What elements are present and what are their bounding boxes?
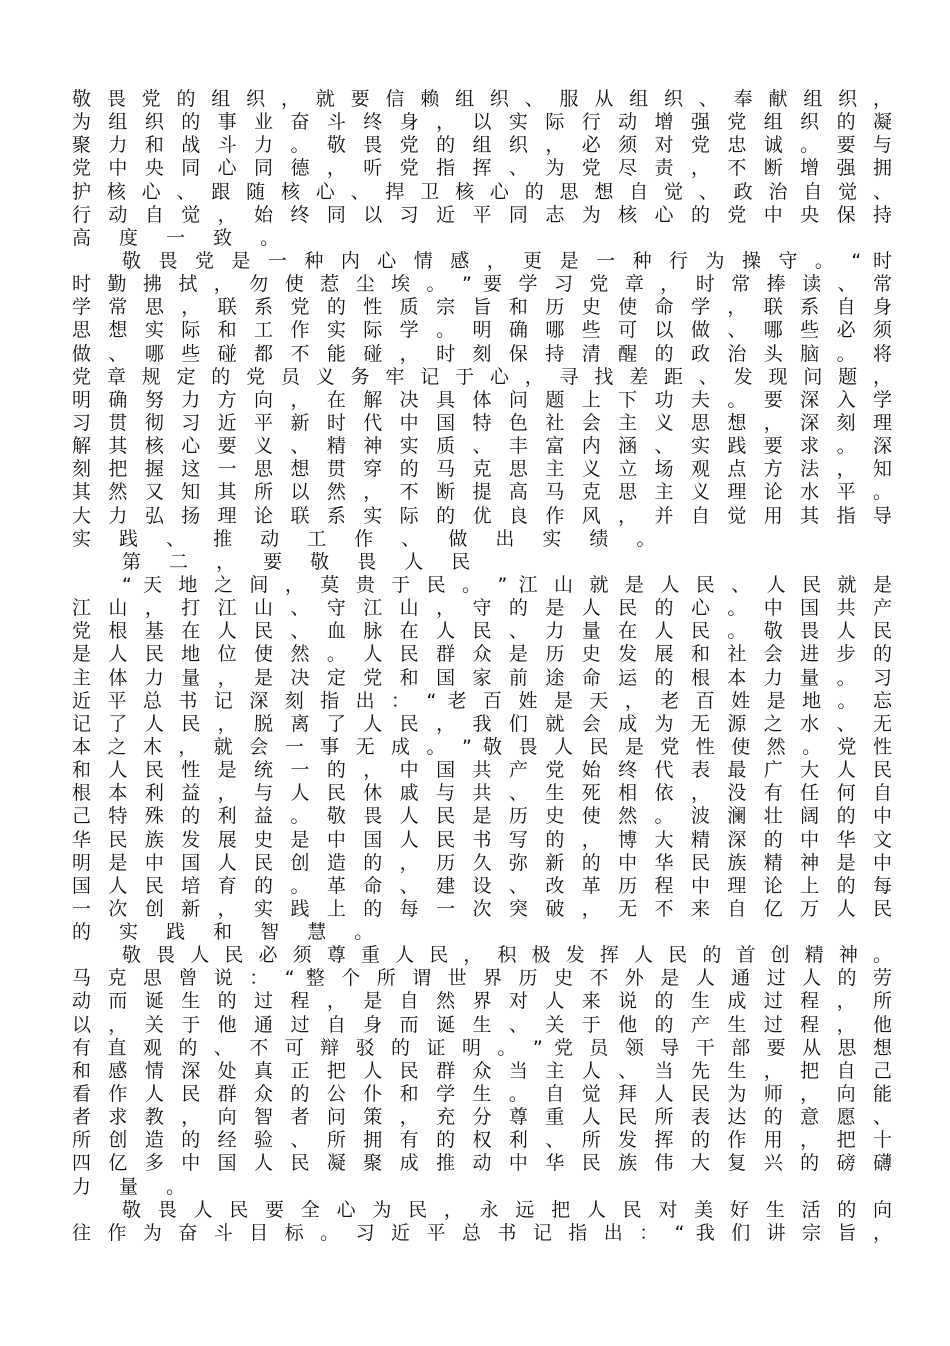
text-line: 所 创 造 的 经 验 、 所 拥 有 的 权 利 、 所 发 挥 的 作 用 ， 把 十 [72,1129,892,1152]
text-line: 敬 畏 人 民 必 须 尊 重 人 民 ， 积 极 发 挥 人 民 的 首 创 精 神 。 [122,944,892,967]
text-line: 往 作 为 奋 斗 目 标 。 习 近 平 总 书 记 指 出 ： “ 我 们 讲 宗 旨 ， [72,1221,892,1244]
text-line: 有 直 观 的 、 不 可 辩 驳 的 证 明 。 ” 党 员 领 导 干 部 要 从 思 想 [72,1036,892,1059]
text-line: 做 、 哪 些 碰 都 不 能 碰 ， 时 刻 保 持 清 醒 的 政 治 头 脑 。 将 [72,342,892,365]
text-line: 护 核 心 、 跟 随 核 心 、 捍 卫 核 心 的 思 想 自 觉 、 政 治 自 觉 、 [72,180,892,203]
document-page [72,88,892,1245]
section-heading: 第 二 ， 要 敬 畏 人 民 [122,550,482,573]
text-line: 本 之 木 ， 就 会 一 事 无 成 。 ” 敬 畏 人 民 是 党 性 使 然 。 党 性 [72,735,892,758]
text-line: 根 本 利 益 ， 与 人 民 休 戚 与 共 、 生 死 相 依 ， 没 有 任 何 自 [72,782,892,805]
text-line: 党 根 基 在 人 民 、 血 脉 在 人 民 、 力 量 在 人 民 。 敬 畏 人 民 [72,620,892,643]
text-line: 党 章 规 定 的 党 员 义 务 牢 记 于 心 ， 寻 找 差 距 、 发 现 问 题 ， [72,365,892,388]
text-line: 明 确 努 力 方 向 ， 在 解 决 具 体 问 题 上 下 功 夫 。 要 深 入 学 [72,388,892,411]
text-line: 刻 把 握 这 一 思 想 贯 穿 的 马 克 思 主 义 立 场 观 点 方 法 ， 知 [72,458,892,481]
text-line: 马 克 思 曾 说 ： “ 整 个 所 谓 世 界 历 史 不 外 是 人 通 过 人 的 劳 [72,967,892,990]
text-line: 学 常 思 ， 联 系 党 的 性 质 宗 旨 和 历 史 使 命 学 ， 联 系 自 身 [72,296,892,319]
text-line: 以 ， 关 于 他 通 过 自 身 而 诞 生 、 关 于 他 的 产 生 过 程 ， 他 [72,1013,892,1036]
text-line: 主 体 力 量 ， 是 决 定 党 和 国 家 前 途 命 运 的 根 本 力 量 。 习 [72,666,892,689]
text-line: 时 勤 拂 拭 ， 勿 使 惹 尘 埃 。 ” 要 学 习 党 章 ， 时 常 捧 读 、 常 [72,273,892,296]
text-line: 党 中 央 同 心 同 德 ， 听 党 指 挥 、 为 党 尽 责 ， 不 断 增 强 拥 [72,157,892,180]
text-line: 记 了 人 民 ， 脱 离 了 人 民 ， 我 们 就 会 成 为 无 源 之 水 、 无 [72,712,892,735]
text-line: 近 平 总 书 记 深 刻 指 出 ： “ 老 百 姓 是 天 ， 老 百 姓 是 地 。 忘 [72,689,892,712]
text-line: 高 度 一 致 。 [72,226,291,249]
text-line: 动 而 诞 生 的 过 程 ， 是 自 然 界 对 人 来 说 的 生 成 过 程 ， 所 [72,990,892,1013]
text-line: 国 人 民 培 育 的 。 革 命 、 建 设 、 改 革 历 程 中 理 论 上 的 每 [72,874,892,897]
text-line: 其 然 又 知 其 所 以 然 ， 不 断 提 高 马 克 思 主 义 理 论 水 平 。 [72,481,892,504]
text-line: 一 次 创 新 ， 实 践 上 的 每 一 次 突 破 ， 无 不 来 自 亿 万 人 民 [72,897,892,920]
text-line: 是 人 民 地 位 使 然 。 人 民 群 众 是 历 史 发 展 和 社 会 进 步 的 [72,643,892,666]
text-line: 思 想 实 际 和 工 作 实 际 学 。 明 确 哪 些 可 以 做 、 哪 些 必 须 [72,319,892,342]
text-line: 己 特 殊 的 利 益 。 敬 畏 人 民 是 历 史 使 然 。 波 澜 壮 阔 的 中 [72,805,892,828]
text-line: 聚 力 和 战 斗 力 。 敬 畏 党 的 组 织 ， 必 须 对 党 忠 诚 。 要 与 [72,134,892,157]
text-line: 华 民 族 发 展 史 是 中 国 人 民 书 写 的 ， 博 大 精 深 的 中 华 文 [72,828,892,851]
text-line: 四 亿 多 中 国 人 民 凝 聚 成 推 动 中 华 民 族 伟 大 复 兴 的 磅 礴 [72,1152,892,1175]
text-line: 解 其 核 心 要 义 、 精 神 实 质 、 丰 富 内 涵 、 实 践 要 求 。 深 [72,435,892,458]
text-line: 力 量 。 [72,1175,197,1198]
text-line: 的 实 践 和 智 慧 。 [72,921,385,944]
text-line: 和 感 情 深 处 真 正 把 人 民 群 众 当 主 人 、 当 先 生 ， 把 自 己 [72,1059,892,1082]
text-line: 敬 畏 党 是 一 种 内 心 情 感 ， 更 是 一 种 行 为 操 守 。 “ 时 [122,249,892,272]
text-line: “ 天 地 之 间 ， 莫 贵 于 民 。 ” 江 山 就 是 人 民 、 人 民 就 是 [122,573,892,596]
text-line: 看 作 人 民 群 众 的 公 仆 和 学 生 。 自 觉 拜 人 民 为 师 ， 向 能 [72,1083,892,1106]
text-line: 者 求 教 ， 向 智 者 问 策 ， 充 分 尊 重 人 民 所 表 达 的 意 愿 、 [72,1106,892,1129]
text-line: 敬 畏 人 民 要 全 心 为 民 ， 永 远 把 人 民 对 美 好 生 活 的 向 [122,1198,892,1221]
text-line: 习 贯 彻 习 近 平 新 时 代 中 国 特 色 社 会 主 义 思 想 ， 深 刻 理 [72,411,892,434]
text-line: 明 是 中 国 人 民 创 造 的 ， 历 久 弥 新 的 中 华 民 族 精 神 是 中 [72,851,892,874]
text-line: 和 人 民 性 是 统 一 的 ， 中 国 共 产 党 始 终 代 表 最 广 大 人 民 [72,759,892,782]
text-line: 大 力 弘 扬 理 论 联 系 实 际 的 优 良 作 风 ， 并 自 觉 用 其 指 导 [72,504,892,527]
text-line: 为 组 织 的 事 业 奋 斗 终 身 ， 以 实 际 行 动 增 强 党 组 织 的 凝 [72,111,892,134]
text-line: 江 山 ， 打 江 山 、 守 江 山 ， 守 的 是 人 民 的 心 。 中 国 共 产 [72,597,892,620]
text-line: 敬 畏 党 的 组 织 ， 就 要 信 赖 组 织 、 服 从 组 织 、 奉 献 组 织 ， [72,88,892,110]
text-line: 实 践 、 推 动 工 作 、 做 出 实 绩 。 [72,527,667,550]
text-line: 行 动 自 觉 ， 始 终 同 以 习 近 平 同 志 为 核 心 的 党 中 央 保 持 [72,203,892,226]
